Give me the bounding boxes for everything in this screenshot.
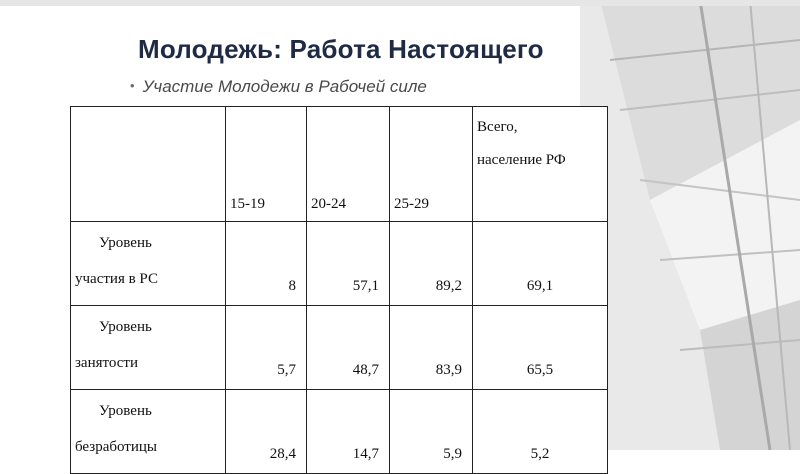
table-cell: 5,9 xyxy=(390,390,473,474)
row-label-line2: безработицы xyxy=(75,439,157,455)
header-total-line2: население РФ xyxy=(477,152,566,168)
row-label-line1: Уровень xyxy=(99,235,152,251)
table-cell: 89,2 xyxy=(390,222,473,306)
header-age-15-19: 15-19 xyxy=(226,107,307,222)
bullet-item xyxy=(130,77,427,97)
header-age-25-29: 25-29 xyxy=(390,107,473,222)
table-cell: 5,7 xyxy=(226,306,307,390)
row-label-unemployment xyxy=(71,390,226,474)
table-row xyxy=(71,222,608,306)
row-label-employment xyxy=(71,306,226,390)
table-cell: 48,7 xyxy=(307,306,390,390)
row-label-line1: Уровень xyxy=(99,319,152,335)
table-cell: 69,1 xyxy=(473,222,608,306)
table-cell: 83,9 xyxy=(390,306,473,390)
row-label-line2: занятости xyxy=(75,355,138,371)
table-cell: 65,5 xyxy=(473,306,608,390)
youth-labor-table xyxy=(70,106,608,474)
row-label-line2: участия в РС xyxy=(75,271,158,287)
row-label-line1: Уровень xyxy=(99,403,152,419)
header-total xyxy=(473,107,608,222)
table-cell: 8 xyxy=(226,222,307,306)
row-label-participation xyxy=(71,222,226,306)
table-cell: 14,7 xyxy=(307,390,390,474)
bullet-dot-icon: • xyxy=(130,78,135,93)
table-cell: 57,1 xyxy=(307,222,390,306)
table-cell: 5,2 xyxy=(473,390,608,474)
header-empty-cell xyxy=(71,107,226,222)
table-cell: 28,4 xyxy=(226,390,307,474)
table-row xyxy=(71,306,608,390)
bullet-text: Участие Молодежи в Рабочей силе xyxy=(142,77,427,96)
header-age-20-24: 20-24 xyxy=(307,107,390,222)
slide-title: Молодежь: Работа Настоящего xyxy=(138,34,544,64)
table-row xyxy=(71,390,608,474)
table-header-row xyxy=(71,107,608,222)
header-total-line1: Всего, xyxy=(477,119,518,135)
